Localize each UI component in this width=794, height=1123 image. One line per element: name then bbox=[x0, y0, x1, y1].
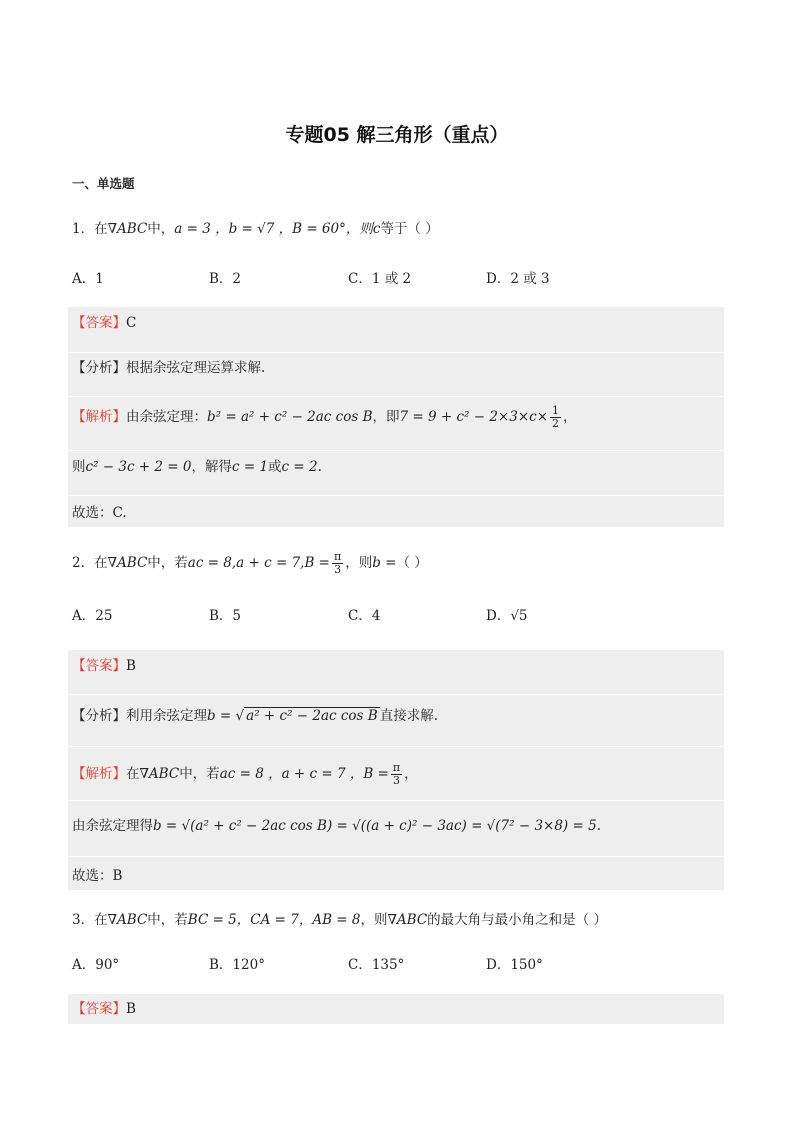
solution-text: ，解得 bbox=[191, 459, 232, 475]
fraction bbox=[391, 762, 402, 787]
analysis-text: 根据余弦定理运算求解. bbox=[126, 360, 266, 376]
q3-answer-block bbox=[68, 994, 724, 1024]
numerator: π bbox=[333, 550, 342, 563]
sqrt-sign: √ bbox=[235, 708, 245, 724]
q2-option-d: D．√5 bbox=[486, 608, 528, 624]
formula: b = √(a² + c² − 2ac cos B) = √((a + c)² − 3ac) = √(7² − 3×8) = 5 bbox=[153, 818, 597, 834]
numerator: π bbox=[392, 761, 401, 774]
solution-text: ，即 bbox=[372, 409, 400, 425]
q1-option-d: D．2 或 3 bbox=[486, 271, 550, 287]
solution-text: 或 bbox=[268, 459, 282, 475]
q1-option-a: A．1 bbox=[72, 271, 104, 287]
q2-solution-line-2 bbox=[72, 816, 601, 836]
solution-text: 由余弦定理： bbox=[126, 409, 207, 425]
answer-value: C bbox=[126, 315, 137, 331]
q1-variable: c bbox=[372, 221, 381, 237]
numerator: 1 bbox=[552, 404, 560, 417]
q1-bracket: 等于（ ） bbox=[380, 221, 439, 237]
q3-option-d: D．150° bbox=[486, 957, 543, 973]
question-3-stem bbox=[72, 910, 607, 930]
divider bbox=[68, 746, 724, 747]
q3-option-a: A．90° bbox=[72, 957, 120, 973]
formula: ∇ABC bbox=[139, 766, 180, 782]
divider bbox=[68, 352, 724, 353]
analysis-text: 直接求解. bbox=[379, 708, 438, 724]
q2-text: ，则 bbox=[345, 555, 373, 571]
solution-text: 在 bbox=[126, 766, 140, 782]
solution-text: 则 bbox=[72, 459, 86, 475]
formula: b = bbox=[207, 708, 236, 724]
q2-number: 2．在 bbox=[72, 555, 108, 571]
section-heading: 一、单选题 bbox=[72, 176, 135, 191]
divider bbox=[68, 800, 724, 801]
q1-text: 中， bbox=[147, 221, 175, 237]
denominator: 2 bbox=[552, 417, 560, 430]
formula: b² = a² + c² − 2ac cos B bbox=[207, 409, 373, 425]
q1-solution bbox=[72, 405, 577, 430]
q1-conclusion: 故选：C. bbox=[72, 505, 127, 521]
answer-tag: 【答案】 bbox=[72, 315, 126, 331]
q2-bracket: （ ） bbox=[396, 555, 428, 571]
formula: ac = 8 ，a + c = 7 ，B = bbox=[219, 766, 389, 782]
q1-solution-line-2 bbox=[72, 457, 322, 477]
divider bbox=[68, 694, 724, 695]
q2-text: 中，若 bbox=[147, 555, 188, 571]
q2-given: ac = 8,a + c = 7,B = bbox=[187, 555, 330, 571]
q1-analysis bbox=[72, 358, 265, 378]
q2-answer bbox=[72, 656, 136, 676]
answer-tag: 【答案】 bbox=[72, 658, 126, 674]
analysis-text: 利用余弦定理 bbox=[126, 708, 207, 724]
divider bbox=[68, 495, 724, 496]
q1-option-c: C．1 或 2 bbox=[348, 271, 412, 287]
divider bbox=[68, 396, 724, 397]
solution-text: ， bbox=[404, 766, 418, 782]
question-1-stem bbox=[72, 219, 439, 239]
denominator: 3 bbox=[392, 774, 400, 787]
q3-answer bbox=[72, 999, 136, 1019]
q3-text: ，则 bbox=[360, 912, 388, 928]
formula: 7 = 9 + c² − 2×3×c× bbox=[399, 409, 549, 425]
solution-text: ， bbox=[563, 409, 577, 425]
q1-triangle: ∇ABC bbox=[107, 221, 148, 237]
q1-given: a = 3 ，b = √7 ，B = 60°，则 bbox=[174, 221, 373, 237]
solution-text: 由余弦定理得 bbox=[72, 818, 153, 834]
analysis-tag: 【分析】 bbox=[72, 708, 126, 724]
q3-number: 3．在 bbox=[72, 912, 108, 928]
solution-text: . bbox=[596, 818, 601, 834]
answer-value: B bbox=[126, 1001, 136, 1017]
analysis-tag: 【分析】 bbox=[72, 360, 126, 376]
fraction bbox=[332, 551, 343, 576]
solution-text: 中，若 bbox=[179, 766, 220, 782]
answer-value: B bbox=[126, 658, 136, 674]
q1-answer bbox=[72, 313, 136, 333]
q3-text: 中，若 bbox=[147, 912, 188, 928]
q2-option-a: A．25 bbox=[72, 608, 113, 624]
divider bbox=[68, 856, 724, 857]
q2-variable: b = bbox=[372, 555, 397, 571]
solution-tag: 【解析】 bbox=[72, 766, 126, 782]
question-2-stem bbox=[72, 551, 428, 576]
formula: c = 1 bbox=[231, 459, 269, 475]
q3-triangle: ∇ABC bbox=[387, 912, 428, 928]
solution-tag: 【解析】 bbox=[72, 409, 126, 425]
formula: c² − 3c + 2 = 0 bbox=[85, 459, 192, 475]
q3-option-c: C．135° bbox=[348, 957, 405, 973]
formula: c = 2 bbox=[281, 459, 318, 475]
solution-text: . bbox=[317, 459, 322, 475]
q1-number: 1．在 bbox=[72, 221, 108, 237]
q2-conclusion: 故选：B bbox=[72, 868, 123, 884]
q3-text: 的最大角与最小角之和是（ ） bbox=[427, 912, 607, 928]
q3-given: BC = 5，CA = 7，AB = 8 bbox=[187, 912, 361, 928]
q3-option-b: B．120° bbox=[209, 957, 265, 973]
page-title: 专题05 解三角形（重点） bbox=[285, 124, 509, 146]
formula: a² + c² − 2ac cos B bbox=[246, 708, 378, 724]
fraction bbox=[550, 405, 561, 430]
q2-option-c: C．4 bbox=[348, 608, 381, 624]
q2-option-b: B．5 bbox=[209, 608, 242, 624]
q3-triangle: ∇ABC bbox=[107, 912, 148, 928]
answer-tag: 【答案】 bbox=[72, 1001, 126, 1017]
denominator: 3 bbox=[334, 563, 342, 576]
q2-triangle: ∇ABC bbox=[107, 555, 148, 571]
q1-option-b: B．2 bbox=[209, 271, 242, 287]
q2-solution bbox=[72, 762, 418, 787]
q2-analysis bbox=[72, 706, 438, 726]
divider bbox=[68, 450, 724, 451]
